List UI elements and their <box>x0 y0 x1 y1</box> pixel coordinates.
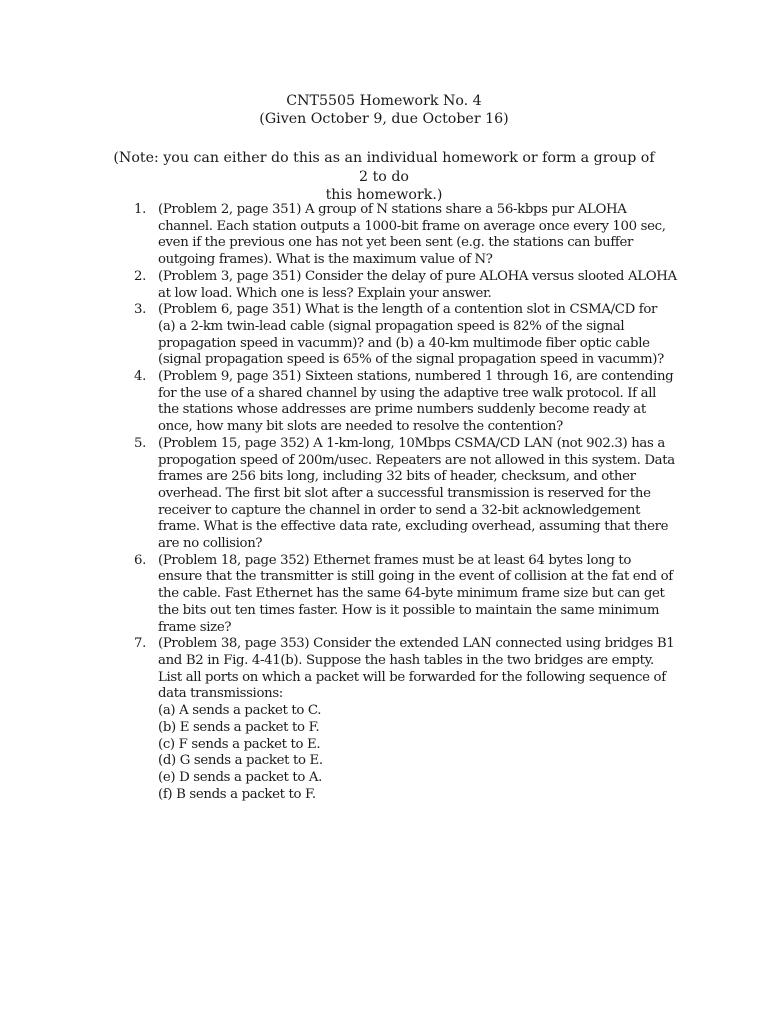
homework-title: CNT5505 Homework No. 4 <box>286 93 482 109</box>
problem-text: (Problem 3, page 351) Consider the delay of pure ALOHA versus slooted ALOHA at low load. Which one is less? Explain your answer. <box>158 268 677 301</box>
note-line-2: this homework.) <box>325 187 443 203</box>
problem-text: (Problem 15, page 352) A 1-km-long, 10Mbps CSMA/CD LAN (not 902.3) has a propogation speed of 200m/usec. Repeaters are not allowed in this system. Data frames are 256 bits long, including 32 bits of header, checksum, and other overhead. The first bit slot after a successful transmission is reserved for the receiver to capture the channel in order to send a 32-bit acknowledgement frame. What is the effective data rate, excluding overhead, assuming that there are no collision? <box>158 435 675 552</box>
subitem-a: (a) A sends a packet to C. <box>158 703 322 719</box>
subitem-d: (d) G sends a packet to E. <box>158 753 323 769</box>
problem-number: 2. <box>134 268 146 284</box>
problem-text: (Problem 9, page 351) Sixteen stations, numbered 1 through 16, are contending for the use of a shared channel by using the adaptive tree walk protocol. If all the stations whose addresses are prime numbers suddenly become ready at once, how many bit slots are needed to resolve the contention? <box>158 369 674 435</box>
problem-item-4 <box>118 369 678 436</box>
note-line-1: (Note: you can either do this as an individual homework or form a group of 2 to do <box>113 150 655 185</box>
homework-dates: (Given October 9, due October 16) <box>259 111 509 127</box>
problem-text: (Problem 18, page 352) Ethernet frames must be at least 64 bytes long to ensure that the transmitter is still going in the event of collision at the fat end of the cable. Fast Ethernet has the same 64-byte minimum frame size but can get the bits out ten times faster. How is it possible to maintain the same minimum frame size? <box>158 552 673 635</box>
problem-item-2 <box>118 269 678 302</box>
problem-number: 7. <box>134 636 146 652</box>
problem-number: 4. <box>134 369 146 385</box>
subitem-b: (b) E sends a packet to F. <box>158 719 320 735</box>
problem-text: (Problem 2, page 351) A group of N stations share a 56-kbps pur ALOHA channel. Each station outputs a 1000-bit frame on average once every 100 sec, even if the previous one has not yet been sent (e.g. the stations can buffer outgoing frames). What is the maximum value of N? <box>158 202 666 268</box>
problem-number: 6. <box>134 552 146 568</box>
subitem-f: (f) B sends a packet to F. <box>158 786 316 802</box>
problem-list <box>118 202 678 803</box>
problem-text: (Problem 6, page 351) What is the length of a contention slot in CSMA/CD for (a) a 2-km twin-lead cable (signal propagation speed is 82% of the signal propagation speed in vacumm)? and (b) a 40-km multimode fiber optic cable (signal propagation speed is 65% of the signal propagation speed in vacumm)? <box>158 302 664 368</box>
header <box>0 92 768 128</box>
problem-item-3 <box>118 302 678 369</box>
problem-number: 5. <box>134 435 146 451</box>
problem-item-6 <box>118 553 678 637</box>
subitem-c: (c) F sends a packet to E. <box>158 736 321 752</box>
problem-item-7 <box>118 636 678 803</box>
problem-text: (Problem 38, page 353) Consider the extended LAN connected using bridges B1 and B2 in Fig. 4-41(b). Suppose the hash tables in the two bridges are empty. List all ports on which a packet will be forwarded for the following sequence of data transmissions: <box>158 636 675 702</box>
problem-item-1 <box>118 202 678 269</box>
group-note <box>110 149 658 205</box>
problem-number: 3. <box>134 302 146 318</box>
problem-item-5 <box>118 436 678 553</box>
problem-number: 1. <box>134 202 146 217</box>
subitem-e: (e) D sends a packet to A. <box>158 769 323 785</box>
